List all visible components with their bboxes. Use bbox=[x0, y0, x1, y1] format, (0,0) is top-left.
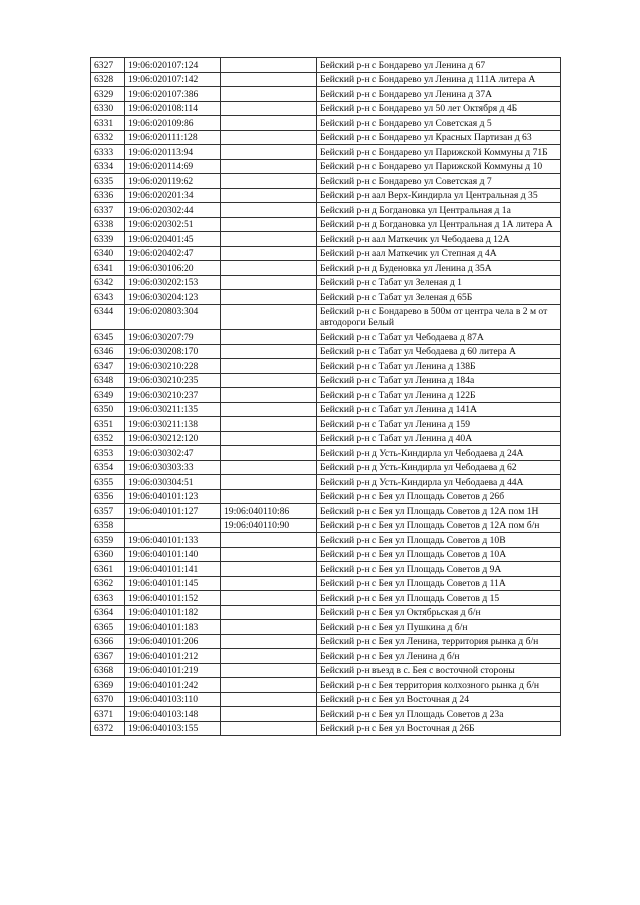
address: Бейский р-н с Бондарево ул 50 лет Октября д 4Б bbox=[317, 101, 561, 116]
row-number: 6371 bbox=[91, 707, 125, 722]
registry-table bbox=[90, 57, 561, 736]
row-number: 6362 bbox=[91, 576, 125, 591]
row-number: 6365 bbox=[91, 620, 125, 635]
related-cadastral-number bbox=[221, 547, 317, 562]
table-row bbox=[91, 489, 561, 504]
cadastral-number: 19:06:030302:47 bbox=[125, 446, 221, 461]
table-row bbox=[91, 504, 561, 519]
address: Бейский р-н д Буденовка ул Ленина д 35А bbox=[317, 261, 561, 276]
row-number: 6339 bbox=[91, 232, 125, 247]
row-number: 6354 bbox=[91, 460, 125, 475]
table-row bbox=[91, 518, 561, 533]
table-row bbox=[91, 417, 561, 432]
cadastral-number: 19:06:020107:386 bbox=[125, 87, 221, 102]
cadastral-number: 19:06:020107:124 bbox=[125, 58, 221, 73]
cadastral-number: 19:06:040101:127 bbox=[125, 504, 221, 519]
table-row bbox=[91, 634, 561, 649]
related-cadastral-number bbox=[221, 591, 317, 606]
related-cadastral-number bbox=[221, 460, 317, 475]
address: Бейский р-н д Усть-Киндирла ул Чебодаева д 24А bbox=[317, 446, 561, 461]
related-cadastral-number bbox=[221, 130, 317, 145]
related-cadastral-number bbox=[221, 388, 317, 403]
table-row bbox=[91, 217, 561, 232]
address: Бейский р-н с Бея территория колхозного рынка д б/н bbox=[317, 678, 561, 693]
related-cadastral-number bbox=[221, 101, 317, 116]
table-row bbox=[91, 246, 561, 261]
row-number: 6333 bbox=[91, 145, 125, 160]
related-cadastral-number bbox=[221, 692, 317, 707]
table-row bbox=[91, 446, 561, 461]
address: Бейский р-н въезд в с. Бея с восточной стороны bbox=[317, 663, 561, 678]
row-number: 6352 bbox=[91, 431, 125, 446]
table-row bbox=[91, 431, 561, 446]
table-row bbox=[91, 663, 561, 678]
address: Бейский р-н с Бея ул Площадь Советов д 11А bbox=[317, 576, 561, 591]
address: Бейский р-н с Бея ул Площадь Советов д 12А пом б/н bbox=[317, 518, 561, 533]
row-number: 6336 bbox=[91, 188, 125, 203]
address: Бейский р-н д Богдановка ул Центральная д 1а bbox=[317, 203, 561, 218]
registry-table-body bbox=[91, 58, 561, 736]
row-number: 6344 bbox=[91, 304, 125, 330]
address: Бейский р-н с Табат ул Зеленая д 65Б bbox=[317, 290, 561, 305]
address: Бейский р-н с Бея ул Площадь Советов д 10В bbox=[317, 533, 561, 548]
table-row bbox=[91, 101, 561, 116]
cadastral-number: 19:06:040103:110 bbox=[125, 692, 221, 707]
row-number: 6364 bbox=[91, 605, 125, 620]
address: Бейский р-н с Бондарево ул Ленина д 111А литера А bbox=[317, 72, 561, 87]
table-row bbox=[91, 87, 561, 102]
cadastral-number: 19:06:040101:182 bbox=[125, 605, 221, 620]
address: Бейский р-н с Бондарево ул Советская д 7 bbox=[317, 174, 561, 189]
row-number: 6343 bbox=[91, 290, 125, 305]
address: Бейский р-н аал Маткечик ул Степная д 4А bbox=[317, 246, 561, 261]
row-number: 6372 bbox=[91, 721, 125, 736]
table-row bbox=[91, 261, 561, 276]
cadastral-number: 19:06:030202:153 bbox=[125, 275, 221, 290]
cadastral-number: 19:06:030304:51 bbox=[125, 475, 221, 490]
related-cadastral-number bbox=[221, 562, 317, 577]
address: Бейский р-н с Бея ул Площадь Советов д 10А bbox=[317, 547, 561, 562]
related-cadastral-number bbox=[221, 489, 317, 504]
cadastral-number: 19:06:030303:33 bbox=[125, 460, 221, 475]
row-number: 6329 bbox=[91, 87, 125, 102]
table-row bbox=[91, 203, 561, 218]
row-number: 6337 bbox=[91, 203, 125, 218]
document-page bbox=[90, 57, 560, 736]
address: Бейский р-н с Табат ул Ленина д 184а bbox=[317, 373, 561, 388]
address: Бейский р-н с Бея ул Пушкина д б/н bbox=[317, 620, 561, 635]
related-cadastral-number bbox=[221, 87, 317, 102]
row-number: 6331 bbox=[91, 116, 125, 131]
table-row bbox=[91, 232, 561, 247]
table-row bbox=[91, 275, 561, 290]
address: Бейский р-н аал Маткечик ул Чебодаева д 12А bbox=[317, 232, 561, 247]
table-row bbox=[91, 547, 561, 562]
table-row bbox=[91, 692, 561, 707]
table-row bbox=[91, 649, 561, 664]
cadastral-number: 19:06:030204:123 bbox=[125, 290, 221, 305]
related-cadastral-number: 19:06:040110:90 bbox=[221, 518, 317, 533]
table-row bbox=[91, 678, 561, 693]
related-cadastral-number bbox=[221, 721, 317, 736]
related-cadastral-number bbox=[221, 431, 317, 446]
related-cadastral-number bbox=[221, 678, 317, 693]
row-number: 6357 bbox=[91, 504, 125, 519]
related-cadastral-number bbox=[221, 58, 317, 73]
row-number: 6345 bbox=[91, 330, 125, 345]
related-cadastral-number bbox=[221, 373, 317, 388]
cadastral-number: 19:06:040103:155 bbox=[125, 721, 221, 736]
row-number: 6355 bbox=[91, 475, 125, 490]
row-number: 6348 bbox=[91, 373, 125, 388]
related-cadastral-number bbox=[221, 620, 317, 635]
related-cadastral-number bbox=[221, 116, 317, 131]
cadastral-number: 19:06:020114:69 bbox=[125, 159, 221, 174]
row-number: 6328 bbox=[91, 72, 125, 87]
cadastral-number: 19:06:020201:34 bbox=[125, 188, 221, 203]
row-number: 6360 bbox=[91, 547, 125, 562]
table-row bbox=[91, 562, 561, 577]
address: Бейский р-н с Бея ул Ленина, территория рынка д б/н bbox=[317, 634, 561, 649]
table-row bbox=[91, 116, 561, 131]
row-number: 6342 bbox=[91, 275, 125, 290]
table-row bbox=[91, 707, 561, 722]
cadastral-number: 19:06:020401:45 bbox=[125, 232, 221, 247]
address: Бейский р-н с Табат ул Ленина д 122Б bbox=[317, 388, 561, 403]
related-cadastral-number bbox=[221, 330, 317, 345]
cadastral-number: 19:06:020113:94 bbox=[125, 145, 221, 160]
address: Бейский р-н д Усть-Киндирла ул Чебодаева д 44А bbox=[317, 475, 561, 490]
related-cadastral-number bbox=[221, 475, 317, 490]
related-cadastral-number bbox=[221, 217, 317, 232]
table-row bbox=[91, 721, 561, 736]
row-number: 6334 bbox=[91, 159, 125, 174]
cadastral-number: 19:06:030211:135 bbox=[125, 402, 221, 417]
cadastral-number: 19:06:030106:20 bbox=[125, 261, 221, 276]
table-row bbox=[91, 344, 561, 359]
cadastral-number: 19:06:040101:212 bbox=[125, 649, 221, 664]
address: Бейский р-н с Бондарево ул Советская д 5 bbox=[317, 116, 561, 131]
address: Бейский р-н с Бея ул Восточная д 26Б bbox=[317, 721, 561, 736]
table-row bbox=[91, 533, 561, 548]
related-cadastral-number bbox=[221, 261, 317, 276]
cadastral-number: 19:06:030208:170 bbox=[125, 344, 221, 359]
cadastral-number: 19:06:040101:145 bbox=[125, 576, 221, 591]
row-number: 6370 bbox=[91, 692, 125, 707]
table-row bbox=[91, 188, 561, 203]
cadastral-number: 19:06:030207:79 bbox=[125, 330, 221, 345]
related-cadastral-number bbox=[221, 275, 317, 290]
row-number: 6369 bbox=[91, 678, 125, 693]
table-row bbox=[91, 475, 561, 490]
address: Бейский р-н с Бея ул Площадь Советов д 12А пом 1Н bbox=[317, 504, 561, 519]
related-cadastral-number bbox=[221, 417, 317, 432]
table-row bbox=[91, 460, 561, 475]
cadastral-number: 19:06:030210:237 bbox=[125, 388, 221, 403]
cadastral-number: 19:06:020108:114 bbox=[125, 101, 221, 116]
cadastral-number: 19:06:040101:183 bbox=[125, 620, 221, 635]
address: Бейский р-н с Бея ул Площадь Советов д 15 bbox=[317, 591, 561, 606]
related-cadastral-number bbox=[221, 649, 317, 664]
row-number: 6347 bbox=[91, 359, 125, 374]
related-cadastral-number bbox=[221, 359, 317, 374]
address: Бейский р-н с Табат ул Ленина д 141А bbox=[317, 402, 561, 417]
cadastral-number: 19:06:020111:128 bbox=[125, 130, 221, 145]
cadastral-number: 19:06:040101:123 bbox=[125, 489, 221, 504]
row-number: 6349 bbox=[91, 388, 125, 403]
row-number: 6359 bbox=[91, 533, 125, 548]
address: Бейский р-н с Табат ул Чебодаева д 60 литера А bbox=[317, 344, 561, 359]
table-row bbox=[91, 359, 561, 374]
table-row bbox=[91, 620, 561, 635]
related-cadastral-number bbox=[221, 402, 317, 417]
address: Бейский р-н с Табат ул Ленина д 40А bbox=[317, 431, 561, 446]
related-cadastral-number bbox=[221, 707, 317, 722]
row-number: 6367 bbox=[91, 649, 125, 664]
cadastral-number: 19:06:040101:140 bbox=[125, 547, 221, 562]
related-cadastral-number bbox=[221, 533, 317, 548]
table-row bbox=[91, 388, 561, 403]
related-cadastral-number bbox=[221, 232, 317, 247]
related-cadastral-number bbox=[221, 576, 317, 591]
row-number: 6341 bbox=[91, 261, 125, 276]
table-row bbox=[91, 174, 561, 189]
cadastral-number bbox=[125, 518, 221, 533]
table-row bbox=[91, 58, 561, 73]
address: Бейский р-н с Бондарево в 500м от центра чела в 2 м от автодороги Белый bbox=[317, 304, 561, 330]
address: Бейский р-н с Бея ул Ленина д б/н bbox=[317, 649, 561, 664]
row-number: 6353 bbox=[91, 446, 125, 461]
cadastral-number: 19:06:030210:228 bbox=[125, 359, 221, 374]
table-row bbox=[91, 402, 561, 417]
cadastral-number: 19:06:030212:120 bbox=[125, 431, 221, 446]
cadastral-number: 19:06:020107:142 bbox=[125, 72, 221, 87]
related-cadastral-number bbox=[221, 634, 317, 649]
row-number: 6327 bbox=[91, 58, 125, 73]
table-row bbox=[91, 290, 561, 305]
table-row bbox=[91, 330, 561, 345]
cadastral-number: 19:06:020803:304 bbox=[125, 304, 221, 330]
address: Бейский р-н с Бея ул Площадь Советов д 26б bbox=[317, 489, 561, 504]
related-cadastral-number bbox=[221, 159, 317, 174]
table-row bbox=[91, 605, 561, 620]
cadastral-number: 19:06:040101:219 bbox=[125, 663, 221, 678]
row-number: 6338 bbox=[91, 217, 125, 232]
table-row bbox=[91, 145, 561, 160]
related-cadastral-number bbox=[221, 663, 317, 678]
address: Бейский р-н с Бондарево ул Парижской Коммуны д 71Б bbox=[317, 145, 561, 160]
address: Бейский р-н с Табат ул Ленина д 159 bbox=[317, 417, 561, 432]
row-number: 6363 bbox=[91, 591, 125, 606]
cadastral-number: 19:06:030211:138 bbox=[125, 417, 221, 432]
address: Бейский р-н аал Верх-Киндирла ул Центральная д 35 bbox=[317, 188, 561, 203]
row-number: 6366 bbox=[91, 634, 125, 649]
cadastral-number: 19:06:020302:51 bbox=[125, 217, 221, 232]
address: Бейский р-н с Табат ул Зеленая д 1 bbox=[317, 275, 561, 290]
address: Бейский р-н с Бондарево ул Ленина д 37А bbox=[317, 87, 561, 102]
row-number: 6332 bbox=[91, 130, 125, 145]
address: Бейский р-н д Усть-Киндирла ул Чебодаева д 62 bbox=[317, 460, 561, 475]
row-number: 6340 bbox=[91, 246, 125, 261]
address: Бейский р-н с Бея ул Октябрьская д б/н bbox=[317, 605, 561, 620]
related-cadastral-number bbox=[221, 246, 317, 261]
row-number: 6368 bbox=[91, 663, 125, 678]
related-cadastral-number bbox=[221, 290, 317, 305]
cadastral-number: 19:06:020302:44 bbox=[125, 203, 221, 218]
cadastral-number: 19:06:040101:141 bbox=[125, 562, 221, 577]
related-cadastral-number bbox=[221, 344, 317, 359]
address: Бейский р-н с Бондарево ул Красных Партизан д 63 bbox=[317, 130, 561, 145]
table-row bbox=[91, 159, 561, 174]
table-row bbox=[91, 304, 561, 330]
cadastral-number: 19:06:040101:242 bbox=[125, 678, 221, 693]
row-number: 6356 bbox=[91, 489, 125, 504]
related-cadastral-number bbox=[221, 446, 317, 461]
table-row bbox=[91, 72, 561, 87]
address: Бейский р-н с Табат ул Ленина д 138Б bbox=[317, 359, 561, 374]
address: Бейский р-н с Бея ул Восточная д 24 bbox=[317, 692, 561, 707]
cadastral-number: 19:06:040101:206 bbox=[125, 634, 221, 649]
address: Бейский р-н д Богдановка ул Центральная д 1А литера А bbox=[317, 217, 561, 232]
cadastral-number: 19:06:040103:148 bbox=[125, 707, 221, 722]
related-cadastral-number bbox=[221, 145, 317, 160]
address: Бейский р-н с Бея ул Площадь Советов д 23а bbox=[317, 707, 561, 722]
cadastral-number: 19:06:020402:47 bbox=[125, 246, 221, 261]
row-number: 6330 bbox=[91, 101, 125, 116]
table-row bbox=[91, 130, 561, 145]
table-row bbox=[91, 576, 561, 591]
related-cadastral-number bbox=[221, 605, 317, 620]
cadastral-number: 19:06:040101:133 bbox=[125, 533, 221, 548]
related-cadastral-number bbox=[221, 188, 317, 203]
cadastral-number: 19:06:040101:152 bbox=[125, 591, 221, 606]
row-number: 6361 bbox=[91, 562, 125, 577]
related-cadastral-number bbox=[221, 174, 317, 189]
cadastral-number: 19:06:020109:86 bbox=[125, 116, 221, 131]
cadastral-number: 19:06:030210:235 bbox=[125, 373, 221, 388]
related-cadastral-number bbox=[221, 304, 317, 330]
row-number: 6351 bbox=[91, 417, 125, 432]
address: Бейский р-н с Бондарево ул Ленина д 67 bbox=[317, 58, 561, 73]
row-number: 6335 bbox=[91, 174, 125, 189]
address: Бейский р-н с Бондарево ул Парижской Коммуны д 10 bbox=[317, 159, 561, 174]
cadastral-number: 19:06:020119:62 bbox=[125, 174, 221, 189]
table-row bbox=[91, 373, 561, 388]
row-number: 6346 bbox=[91, 344, 125, 359]
address: Бейский р-н с Бея ул Площадь Советов д 9А bbox=[317, 562, 561, 577]
address: Бейский р-н с Табат ул Чебодаева д 87А bbox=[317, 330, 561, 345]
row-number: 6358 bbox=[91, 518, 125, 533]
table-row bbox=[91, 591, 561, 606]
related-cadastral-number bbox=[221, 72, 317, 87]
row-number: 6350 bbox=[91, 402, 125, 417]
related-cadastral-number bbox=[221, 203, 317, 218]
related-cadastral-number: 19:06:040110:86 bbox=[221, 504, 317, 519]
